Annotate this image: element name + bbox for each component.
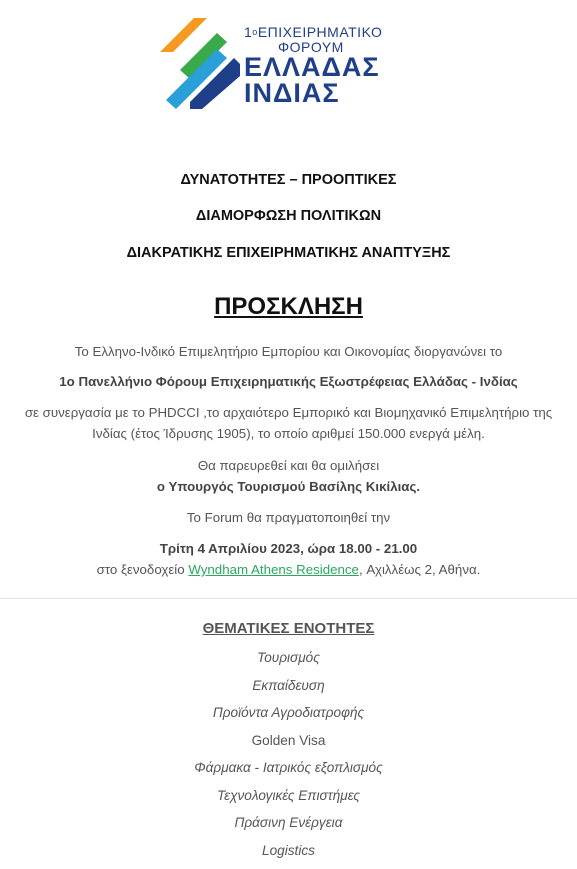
topic-item: Logistics xyxy=(262,842,315,858)
invitation-title: ΠΡΟΣΚΛΗΣΗ xyxy=(214,293,363,320)
topic-item: Golden Visa xyxy=(251,732,326,748)
speaker-name-text: ο Υπουργός Τουρισμού Βασίλης Κικίλιας. xyxy=(156,479,421,494)
forum-name xyxy=(0,371,577,392)
partnership-line-1: σε συνεργασία με το PHDCCI ,το αρχαιότερο Εμπορικό και Βιομηχανικό Επιμελητήριο της xyxy=(24,405,553,420)
logo-word-business: ΕΠΙΧΕΙΡΗΜΑΤΙΚΟ xyxy=(257,24,383,40)
event-date-time-text: Τρίτη 4 Απριλίου 2023, ώρα 18.00 - 21.00 xyxy=(159,541,418,556)
topics-list xyxy=(0,648,577,868)
venue-line xyxy=(0,559,577,580)
logo-line4: ΙΝΔΙΑΣ xyxy=(244,78,340,108)
venue-link[interactable]: Wyndham Athens Residence xyxy=(188,562,359,577)
forum-date-intro: Το Forum θα πραγματοποιηθεί την xyxy=(186,510,391,525)
partnership-line-2: Ινδίας (έτος Ίδρυσης 1905), το οποίο αριθμεί 150.000 ενεργά μέλη. xyxy=(92,426,485,441)
logo-line2: ΦΟΡΟΥΜ xyxy=(278,39,344,55)
section-divider xyxy=(0,598,577,599)
topic-item: Πράσινη Ενέργεια xyxy=(234,815,343,830)
logo-orange-stripe xyxy=(160,18,207,52)
logo-stripes-icon xyxy=(160,14,240,109)
speaker-name xyxy=(0,476,577,497)
venue-prefix: στο ξενοδοχείο xyxy=(96,562,189,577)
logo-line1 xyxy=(244,24,382,40)
topic-item: Τεχνολογικές Επιστήμες xyxy=(217,787,360,803)
logo-ordinal-mark: ο xyxy=(252,27,258,37)
logo-line3: ΕΛΛΑΔΑΣ xyxy=(244,52,380,82)
topic-item: Εκπαίδευση xyxy=(252,677,325,693)
heading-line-1: ΔΥΝΑΤΟΤΗΤΕΣ – ΠΡΟΟΠΤΙΚΕΣ xyxy=(180,172,397,188)
topic-item: Φάρμακα - Ιατρικός εξοπλισμός xyxy=(194,760,383,775)
logo-text xyxy=(244,24,382,106)
speaker-intro: Θα παρευρεθεί και θα ομιλήσει xyxy=(197,458,380,473)
logo-number: 1 xyxy=(244,24,253,40)
topics-title: ΘΕΜΑΤΙΚΕΣ ΕΝΟΤΗΤΕΣ xyxy=(202,620,375,637)
forum-name-text: 1ο Πανελλήνιο Φόρουμ Επιχειρηματικής Εξωστρέφειας Ελλάδας - Ινδίας xyxy=(59,374,518,389)
heading-line-3: ΔΙΑΚΡΑΤΙΚΗΣ ΕΠΙΧΕΙΡΗΜΑΤΙΚΗΣ ΑΝΑΠΤΥΞΗΣ xyxy=(126,245,451,261)
venue-suffix: , Αχιλλέως 2, Αθήνα. xyxy=(358,562,481,577)
topic-item: Τουρισμός xyxy=(257,650,320,665)
heading-line-2: ΔΙΑΜΟΡΦΩΣΗ ΠΟΛΙΤΙΚΩΝ xyxy=(195,208,382,224)
event-date-time xyxy=(0,538,577,559)
topic-item: Προϊόντα Αγροδιατροφής xyxy=(212,705,365,720)
organizer-text: Το Ελληνο-Ινδικό Επιμελητήριο Εμπορίου και Οικονομίας διοργανώνει το xyxy=(74,344,503,359)
